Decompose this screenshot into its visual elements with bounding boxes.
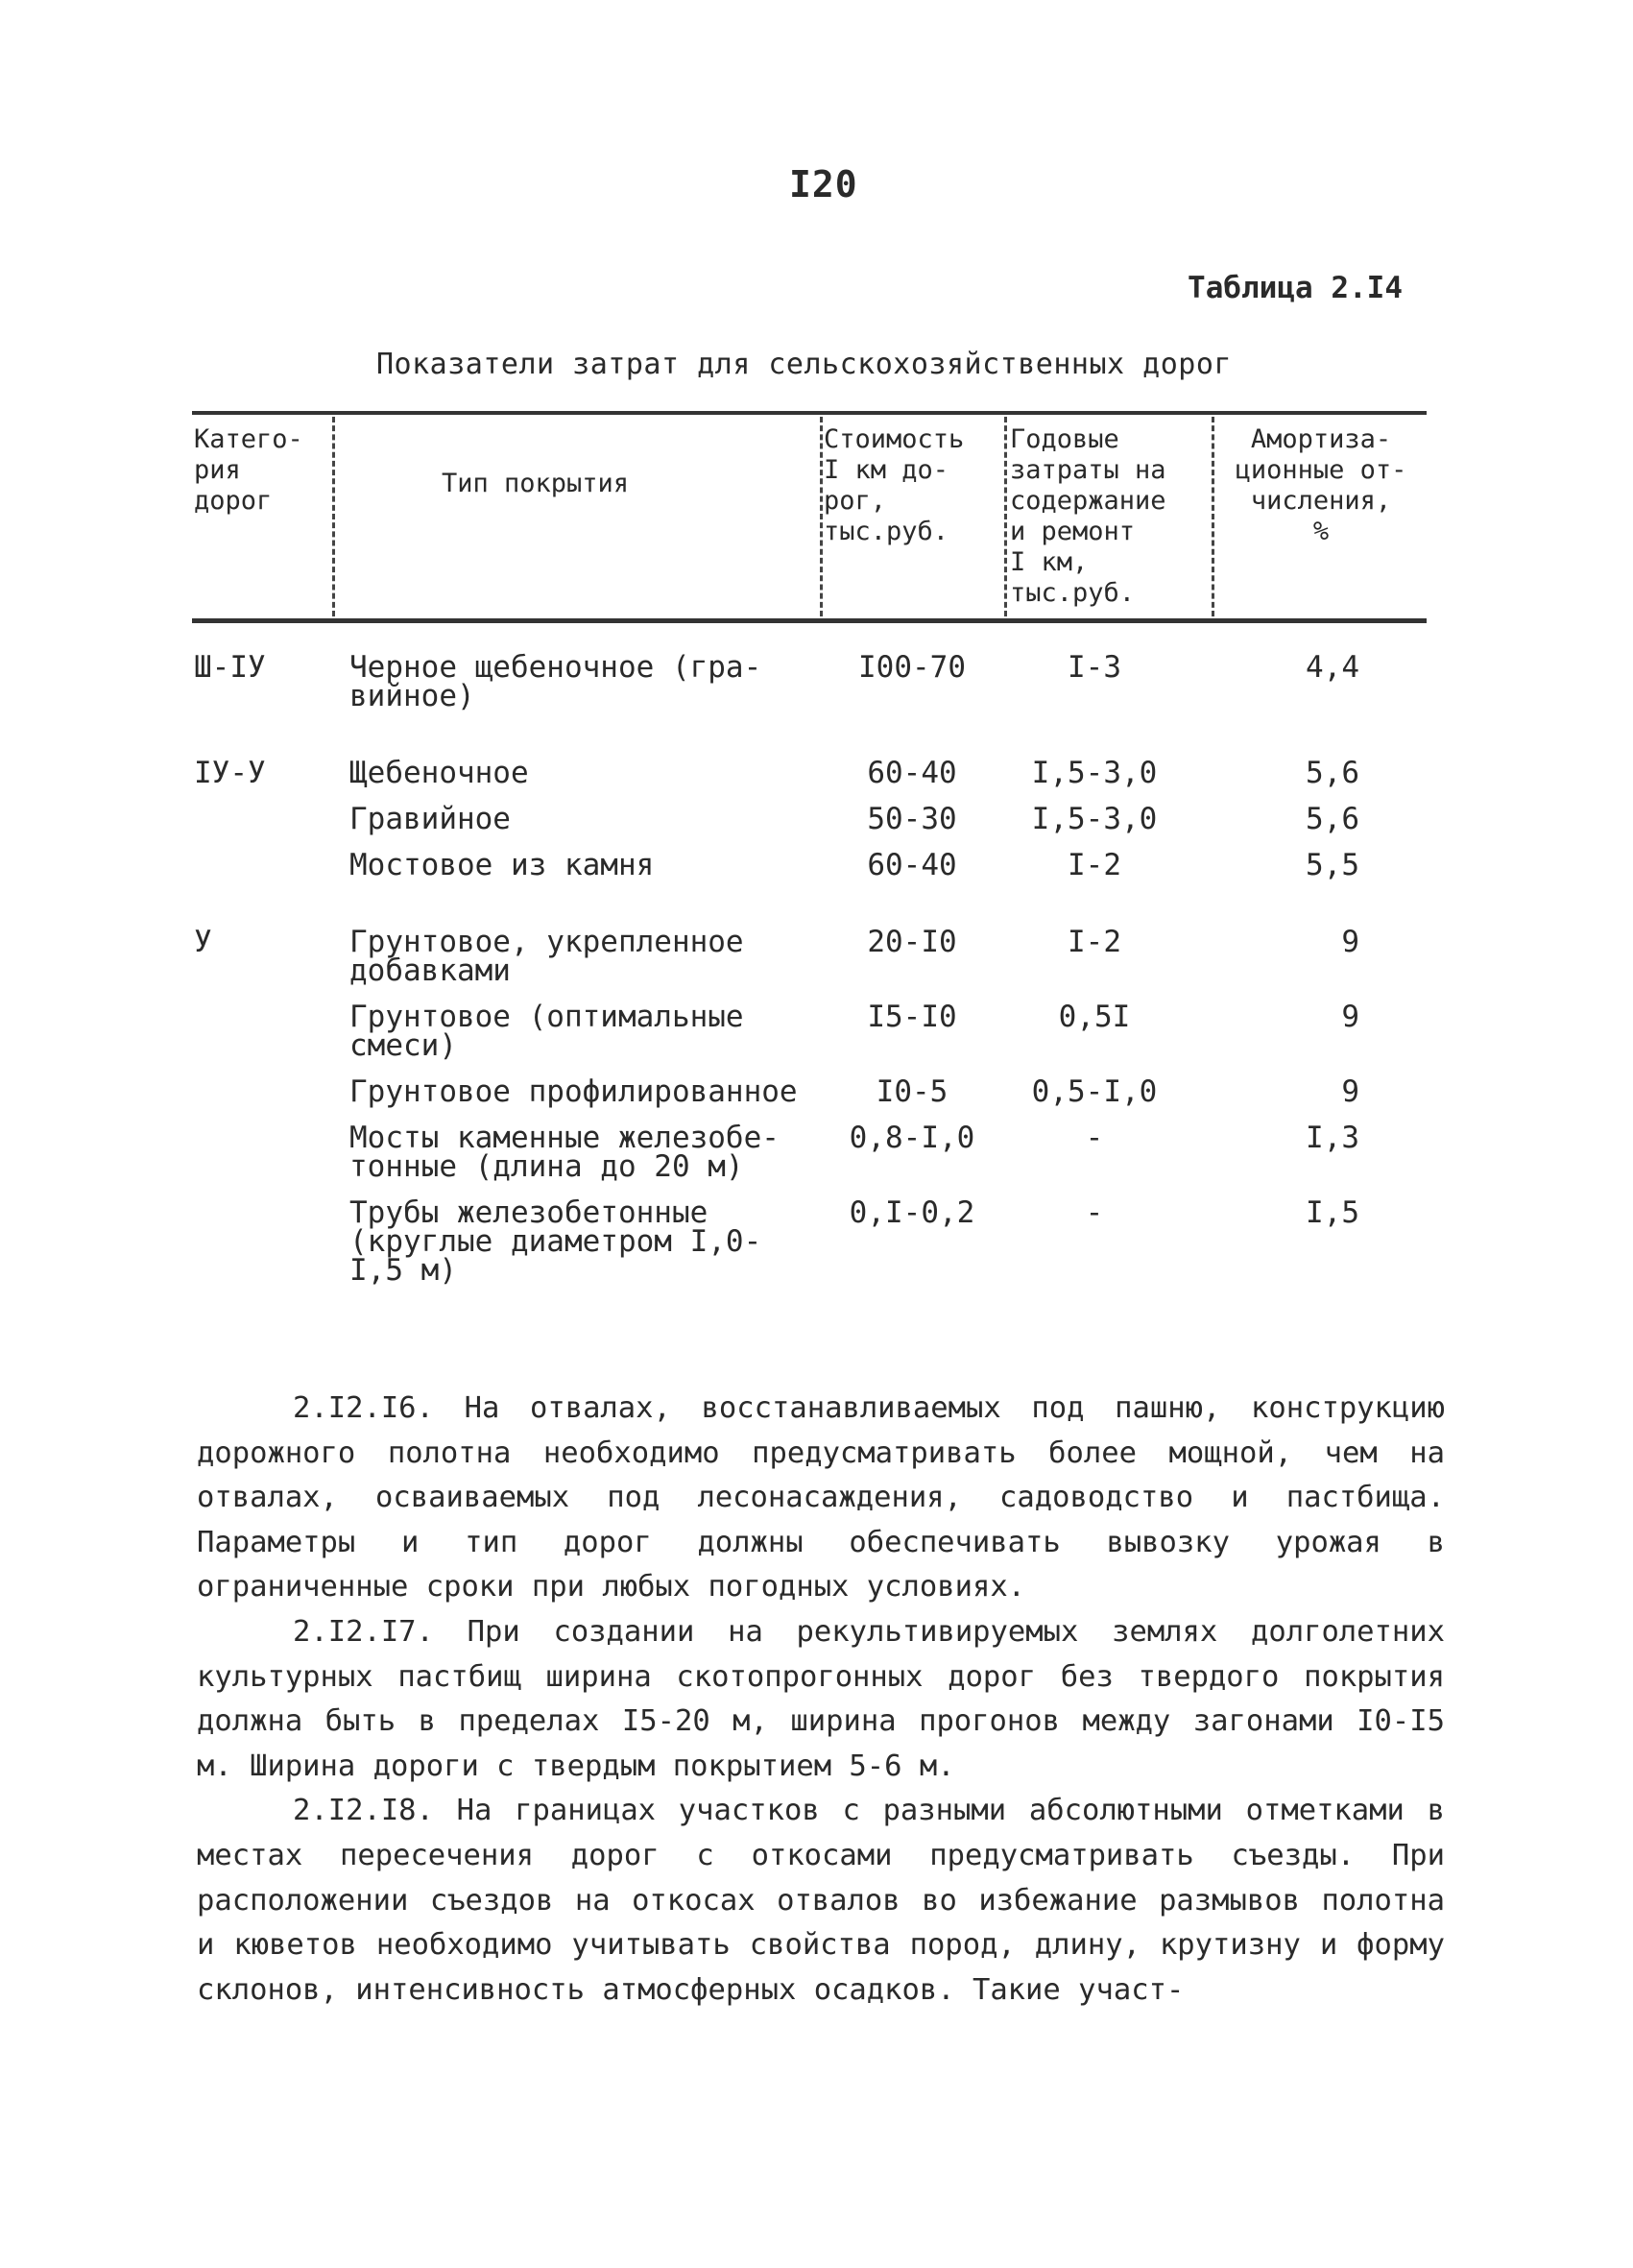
paragraph: 2.I2.I6. На отвалах, восстанавливаемых под пашню, конструкцию дорожного полотна необходимо предусматривать более мощной, чем на отвалах, осваиваемых под лесонасаждения, садоводство и пастбища. Параметры и тип дорог должны обеспечивать вывозку урожая в ограниченные сроки при любых погодных условиях. (197, 1391, 1445, 1604)
column-divider (1004, 417, 1007, 616)
cell-type: Мосты каменные железобе- тонные (длина до 20 м) (349, 1121, 780, 1184)
page-number: I20 (789, 163, 858, 205)
cell-amort: 5,5 (1306, 848, 1359, 882)
column-divider (332, 417, 335, 616)
header-annual: Годовые затраты на содержание и ремонт I км, тыс.руб. (1010, 424, 1166, 608)
column-divider (820, 417, 823, 616)
cell-type: Грунтовое (оптимальные смеси) (349, 1000, 744, 1063)
cell-annual: 0,5-I,0 (1031, 1074, 1158, 1109)
table-label: Таблица 2.I4 (1188, 271, 1403, 305)
cell-annual: I-2 (1068, 848, 1121, 882)
cell-amort: 9 (1341, 925, 1359, 959)
cell-cost: 0,8-I,0 (849, 1121, 975, 1155)
cell-type: Грунтовое, укрепленное добавками (349, 925, 744, 988)
body-text (197, 1387, 1445, 2013)
header-cost: Стоимость I км до- рог, тыс.руб. (824, 424, 965, 546)
cell-cost: 50-30 (867, 802, 957, 836)
paragraph: 2.I2.I8. На границах участков с разными абсолютными отметками в местах пересечения дорог с откосами предусматривать съезды. При расположении съездов на откосах отвалов во избежание размывов полотна и кюветов необходимо учитывать свойства пород, длину, крутизну и форму склонов, интенсивность атмосферных осадков. Такие участ- (197, 1794, 1445, 2007)
cell-type: Гравийное (349, 802, 511, 836)
cell-type: Мостовое из камня (349, 848, 655, 882)
cell-category: У (194, 925, 212, 959)
cell-amort: 5,6 (1306, 756, 1359, 790)
table-title: Показатели затрат для сельскохозяйственных дорог (376, 348, 1232, 381)
column-divider (1212, 417, 1214, 616)
cell-cost: 0,I-0,2 (849, 1195, 975, 1230)
paragraph: 2.I2.I7. При создании на рекультивируемых землях долголетних культурных пастбищ ширина скотопрогонных дорог без твердого покрытия должна быть в пределах I5-20 м, ширина прогонов между загонами I0-I5 м. Ширина дороги с твердым покрытием 5-6 м. (197, 1614, 1445, 1783)
cell-annual: I,5-3,0 (1031, 802, 1158, 836)
table-top-rule (192, 411, 1427, 415)
cell-amort: I,5 (1306, 1195, 1359, 1230)
cell-category: Ш-IУ (194, 650, 266, 685)
cell-amort: 4,4 (1306, 650, 1359, 685)
table-header-rule (192, 618, 1427, 623)
cell-cost: 60-40 (867, 756, 957, 790)
header-type: Тип покрытия (442, 469, 630, 498)
cell-cost: 60-40 (867, 848, 957, 882)
cell-annual: - (1085, 1195, 1104, 1230)
cell-type: Щебеночное (349, 756, 529, 790)
cell-cost: I00-70 (858, 650, 966, 685)
cell-annual: I-2 (1068, 925, 1121, 959)
cell-cost: I5-I0 (867, 1000, 957, 1034)
cell-cost: I0-5 (876, 1074, 949, 1109)
cell-type: Грунтовое профилированное (349, 1074, 798, 1109)
cell-amort: 5,6 (1306, 802, 1359, 836)
cell-cost: 20-I0 (867, 925, 957, 959)
cell-amort: 9 (1341, 1074, 1359, 1109)
header-category: Катего- рия дорог (194, 424, 303, 516)
cell-annual: - (1085, 1121, 1104, 1155)
cell-category: IУ-У (194, 756, 266, 790)
cell-annual: 0,5I (1058, 1000, 1131, 1034)
header-amortization: Амортиза- ционные от- числения, % (1235, 424, 1407, 546)
cell-annual: I-3 (1068, 650, 1121, 685)
cell-amort: I,3 (1306, 1121, 1359, 1155)
cell-type: Черное щебеночное (гра- вийное) (349, 650, 762, 713)
cell-annual: I,5-3,0 (1031, 756, 1158, 790)
cell-type: Трубы железобетонные (круглые диаметром I,0- I,5 м) (349, 1195, 762, 1288)
cell-amort: 9 (1341, 1000, 1359, 1034)
